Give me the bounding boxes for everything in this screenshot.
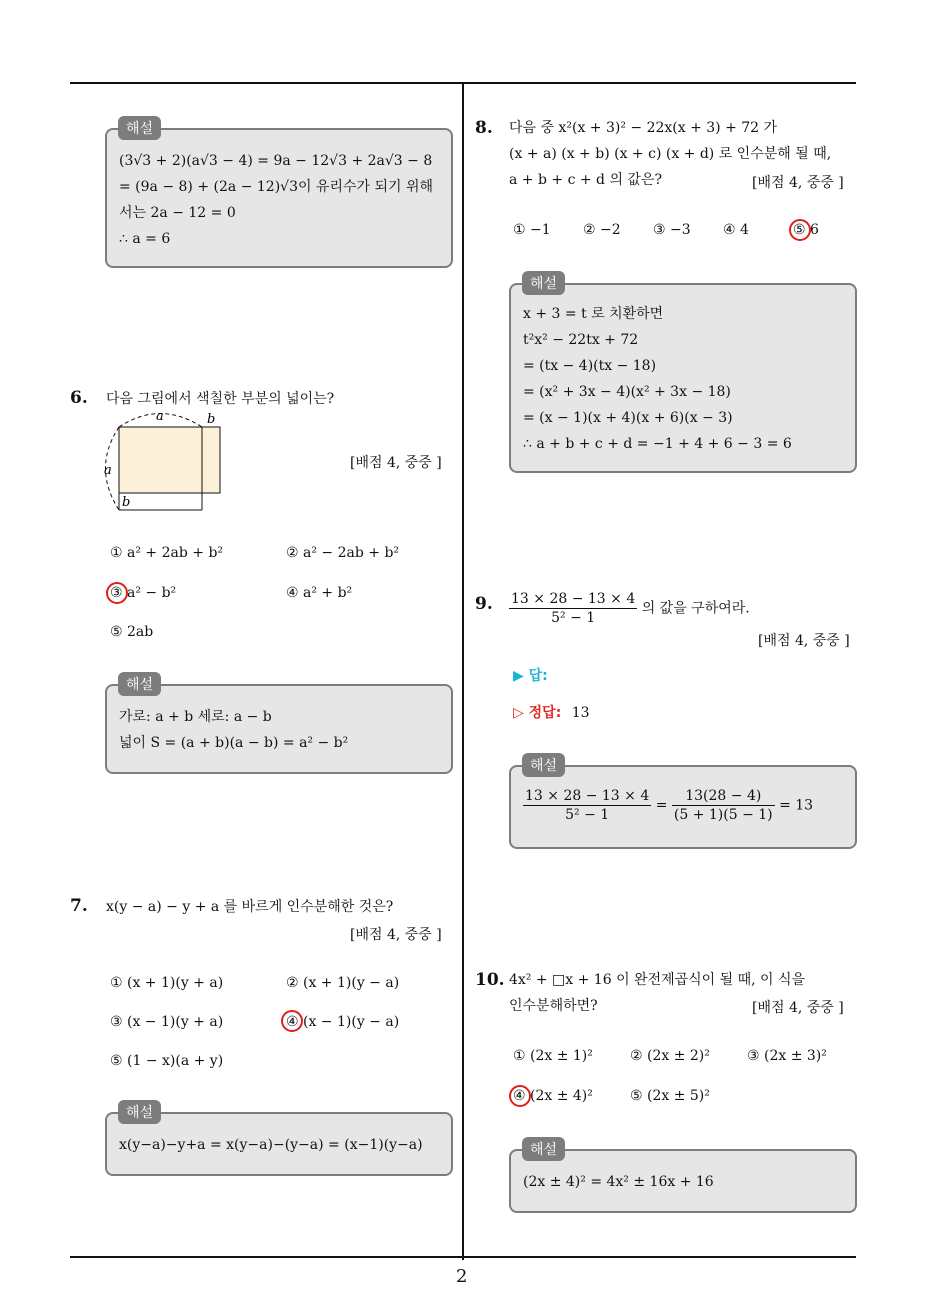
q5-solution-line: ∴ a = 6 (119, 231, 171, 247)
q9-solution-f2-denominator: (5 + 1)(5 − 1) (673, 807, 773, 823)
q6-answer-mark (106, 582, 128, 604)
q9-solution-equals: = (655, 797, 668, 814)
bottom-rule (70, 1256, 856, 1258)
q7-number: 7. (70, 896, 88, 916)
q6-option-3[interactable]: ③ a² − b² (110, 585, 177, 601)
q8-option-1[interactable]: ① −1 (513, 222, 551, 238)
q9-solution-fraction-1 (523, 787, 651, 824)
q8-option-4[interactable]: ④ 4 (723, 222, 749, 238)
column-divider (462, 82, 464, 1260)
q9-fraction-numerator: 13 × 28 − 13 × 4 (511, 591, 636, 607)
q10-question-line: 인수분해하면? (509, 998, 598, 1014)
q8-question-line: (x + a) (x + b) (x + c) (x + d) 로 인수분해 될 때, (509, 146, 832, 162)
q8-meta: [배점 4, 중중 ] (752, 175, 844, 191)
q9-solution-fraction-2 (672, 787, 775, 824)
q8-number: 8. (475, 118, 493, 138)
q9-solution-result: = 13 (779, 797, 814, 814)
q6-question-text: 다음 그림에서 색칠한 부분의 넓이는? (106, 391, 335, 407)
q7-option-3[interactable]: ③ (x − 1)(y + a) (110, 1014, 224, 1030)
q7-solution-tag: 해설 (118, 1100, 161, 1124)
q6-solution-box (105, 684, 453, 774)
q6-meta: [배점 4, 중중 ] (350, 455, 442, 471)
q10-solution-line: (2x ± 4)² = 4x² ± 16x + 16 (523, 1174, 714, 1190)
q9-solution-box (509, 765, 857, 849)
q6-label-bottom-b: b (122, 495, 131, 510)
q8-solution-line: = (tx − 4)(tx − 18) (523, 358, 657, 374)
q9-correct-value: 13 (571, 705, 590, 721)
q7-option-4[interactable]: ④ (x − 1)(y − a) (286, 1014, 400, 1030)
q8-question-line: a + b + c + d 의 값은? (509, 172, 662, 188)
q6-solution-line: 가로: a + b 세로: a − b (119, 709, 272, 725)
q8-option-2[interactable]: ② −2 (583, 222, 621, 238)
q6-shaded-rect (119, 427, 220, 493)
q8-solution-line: t²x² − 22tx + 72 (523, 332, 639, 348)
q9-fraction-denominator: 5² − 1 (551, 610, 596, 626)
q8-solution-tag: 해설 (522, 271, 565, 295)
q6-option-4[interactable]: ④ a² + b² (286, 585, 353, 601)
q8-solution-line: ∴ a + b + c + d = −1 + 4 + 6 − 3 = 6 (523, 436, 792, 452)
q10-option-2[interactable]: ② (2x ± 2)² (630, 1048, 710, 1064)
q9-correct-row (513, 702, 590, 722)
q8-solution-line: = (x − 1)(x + 4)(x + 6)(x − 3) (523, 410, 733, 426)
q10-option-3[interactable]: ③ (2x ± 3)² (747, 1048, 827, 1064)
q9-answer-row (513, 665, 548, 685)
q9-question-tail: 의 값을 구하여라. (641, 600, 750, 617)
q5-solution-body (119, 148, 433, 252)
q6-label-top-b: b (207, 412, 216, 427)
q8-solution-body (523, 301, 792, 457)
q7-solution-line: x(y−a)−y+a = x(y−a)−(y−a) = (x−1)(y−a) (119, 1137, 423, 1153)
q7-question-text: x(y − a) − y + a 를 바르게 인수분해한 것은? (106, 899, 394, 915)
q8-solution-line: x + 3 = t 로 치환하면 (523, 306, 664, 322)
q9-fraction (509, 590, 637, 627)
q8-option-5[interactable]: ⑤ 6 (793, 222, 819, 238)
q9-question-text (509, 590, 750, 627)
q9-solution-tag: 해설 (522, 753, 565, 777)
q10-option-5[interactable]: ⑤ (2x ± 5)² (630, 1088, 710, 1104)
q7-option-5[interactable]: ⑤ (1 − x)(a + y) (110, 1053, 224, 1069)
q9-correct-label: ▷ 정답: (513, 705, 562, 721)
page-number: 2 (456, 1266, 468, 1287)
q9-solution-f1-denominator: 5² − 1 (565, 807, 610, 823)
q5-solution-line: 서는 2a − 12 = 0 (119, 205, 236, 221)
q10-option-4[interactable]: ④ (2x ± 4)² (513, 1088, 593, 1104)
q10-solution-tag: 해설 (522, 1137, 565, 1161)
q6-option-5[interactable]: ⑤ 2ab (110, 624, 154, 640)
q8-solution-line: = (x² + 3x − 4)(x² + 3x − 18) (523, 384, 731, 400)
q6-figure (100, 408, 230, 518)
q6-solution-body (119, 704, 348, 756)
q9-solution-f1-numerator: 13 × 28 − 13 × 4 (525, 788, 650, 804)
q7-option-2[interactable]: ② (x + 1)(y − a) (286, 975, 400, 991)
q9-meta: [배점 4, 중중 ] (758, 633, 850, 649)
q5-solution-tag: 해설 (118, 116, 161, 140)
q10-answer-mark (509, 1085, 531, 1107)
q8-question-line: 다음 중 x²(x + 3)² − 22x(x + 3) + 72 가 (509, 120, 778, 136)
q10-question-line: 4x² + □x + 16 이 완전제곱식이 될 때, 이 식을 (509, 972, 806, 988)
q6-label-left-a: a (104, 463, 112, 478)
q5-solution-line: = (9a − 8) + (2a − 12)√3이 유리수가 되기 위해 (119, 179, 434, 195)
q6-solution-line: 넓이 S = (a + b)(a − b) = a² − b² (119, 735, 349, 751)
q6-label-top-a: a (156, 409, 164, 424)
q8-solution-box (509, 283, 857, 473)
q9-number: 9. (475, 594, 493, 614)
q5-solution-box (105, 128, 453, 268)
q8-option-3[interactable]: ③ −3 (653, 222, 691, 238)
q7-option-1[interactable]: ① (x + 1)(y + a) (110, 975, 224, 991)
q9-answer-label: ▶ 답: (513, 668, 548, 684)
q10-option-1[interactable]: ① (2x ± 1)² (513, 1048, 593, 1064)
q8-answer-mark (789, 219, 811, 241)
q6-solution-tag: 해설 (118, 672, 161, 696)
q9-solution-body (523, 787, 813, 824)
q9-solution-f2-numerator: 13(28 − 4) (672, 787, 775, 806)
q10-number: 10. (475, 970, 505, 990)
q6-option-1[interactable]: ① a² + 2ab + b² (110, 545, 224, 561)
q10-meta: [배점 4, 중중 ] (752, 1000, 844, 1016)
q7-meta: [배점 4, 중중 ] (350, 927, 442, 943)
q6-number: 6. (70, 388, 88, 408)
q7-solution-body (119, 1132, 423, 1158)
q7-answer-mark (281, 1010, 303, 1032)
q5-solution-line: (3√3 + 2)(a√3 − 4) = 9a − 12√3 + 2a√3 − 8 (119, 153, 433, 169)
q10-solution-body (523, 1169, 714, 1195)
q6-option-2[interactable]: ② a² − 2ab + b² (286, 545, 400, 561)
